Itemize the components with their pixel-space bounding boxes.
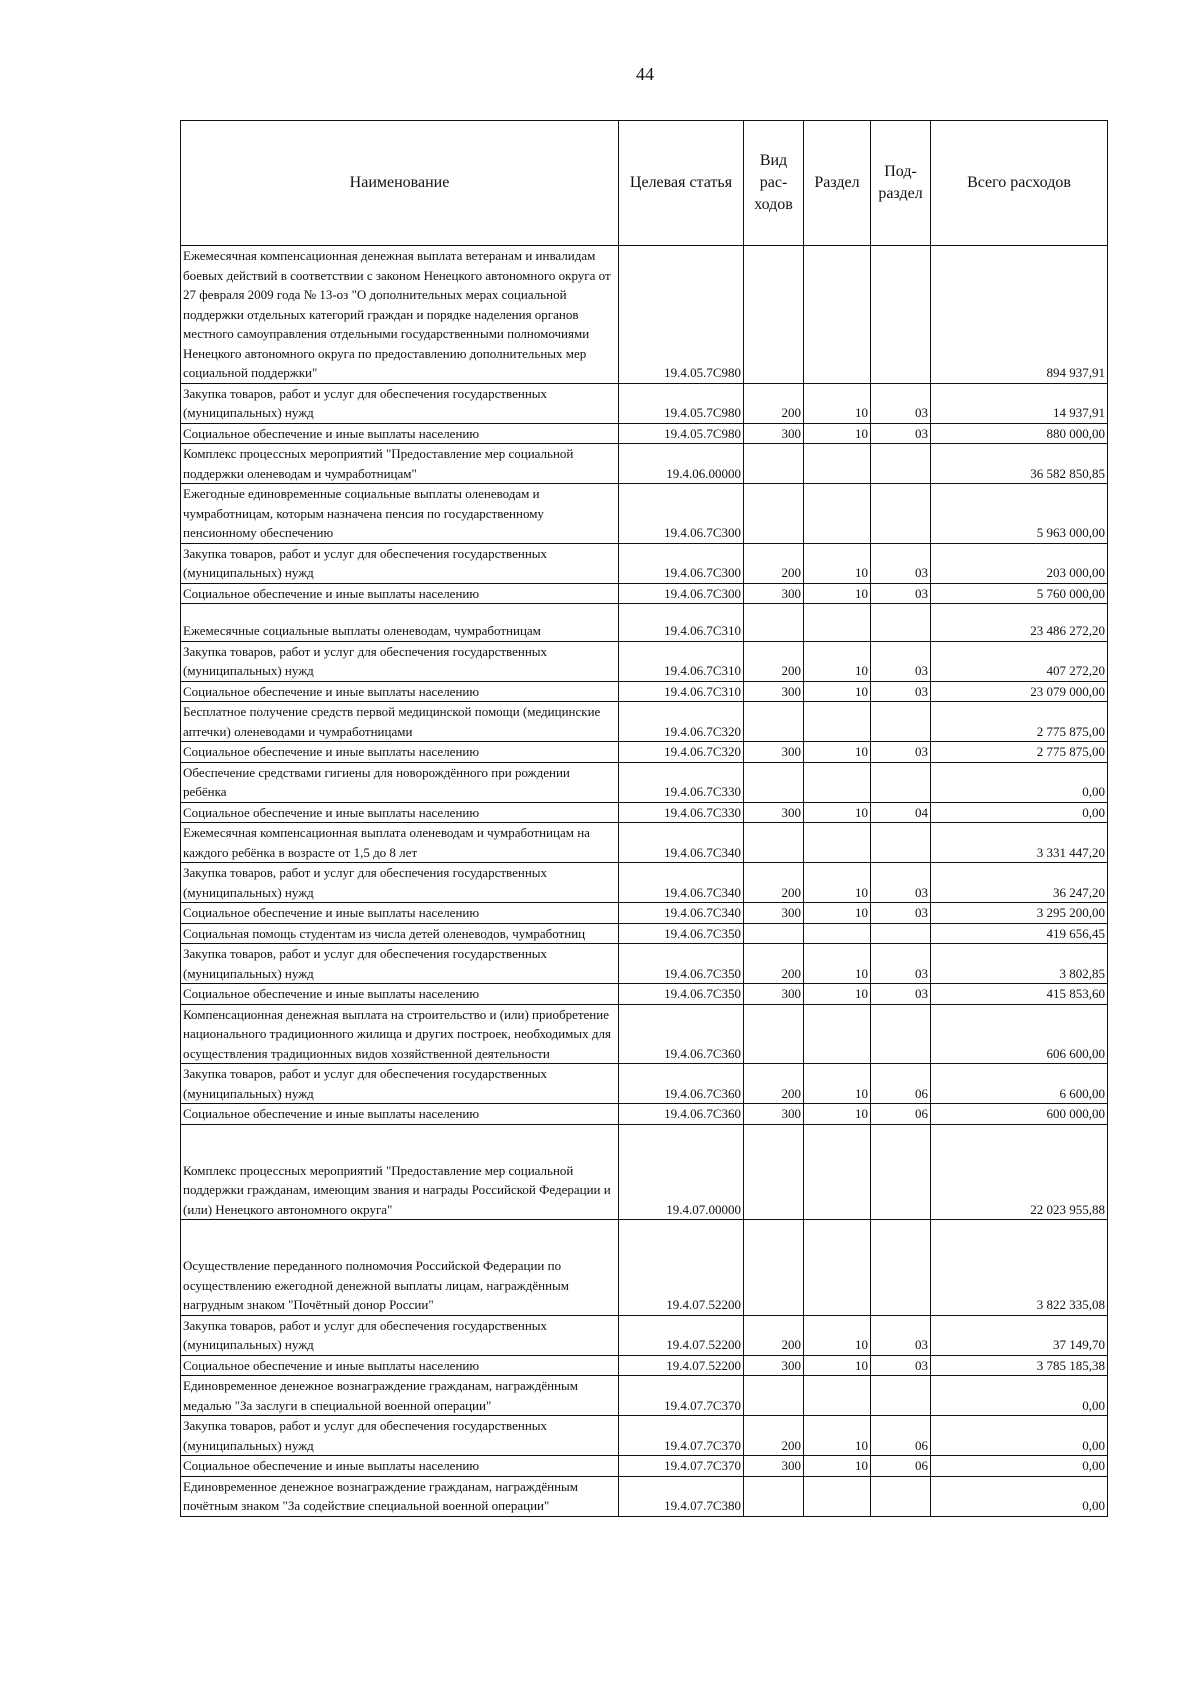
table-row xyxy=(181,641,1108,681)
row-kind: 200 xyxy=(744,863,804,903)
header-target: Целевая статья xyxy=(619,121,744,246)
row-target-code: 19.4.06.7С360 xyxy=(619,1004,744,1064)
row-kind xyxy=(744,702,804,742)
row-target-code: 19.4.06.7С300 xyxy=(619,583,744,604)
table-row xyxy=(181,1456,1108,1477)
row-subsection: 03 xyxy=(871,641,931,681)
row-kind: 300 xyxy=(744,903,804,924)
row-kind: 300 xyxy=(744,1104,804,1125)
row-target-code: 19.4.07.52200 xyxy=(619,1220,744,1316)
row-kind: 300 xyxy=(744,802,804,823)
row-target-code: 19.4.05.7С980 xyxy=(619,246,744,384)
row-total: 0,00 xyxy=(931,1376,1108,1416)
row-subsection: 06 xyxy=(871,1456,931,1477)
row-total: 0,00 xyxy=(931,1416,1108,1456)
row-target-code: 19.4.06.7С340 xyxy=(619,863,744,903)
row-name: Ежемесячная компенсационная денежная выплата ветеранам и инвалидам боевых действий в соответствии с законом Ненецкого автономного округа от 27 февраля 2009 года № 13-оз "О дополнительных мерах социальной поддержки отдельных категорий граждан и порядке наделения органов местного самоуправления отдельными государственными полномочиями Ненецкого автономного округа по предоставлению дополнительных мер социальной поддержки" xyxy=(181,246,619,384)
row-total: 3 822 335,08 xyxy=(931,1220,1108,1316)
row-total: 22 023 955,88 xyxy=(931,1124,1108,1220)
row-kind: 200 xyxy=(744,1416,804,1456)
table-row xyxy=(181,604,1108,642)
row-section xyxy=(804,1220,871,1316)
row-kind xyxy=(744,1376,804,1416)
row-kind xyxy=(744,823,804,863)
row-section xyxy=(804,246,871,384)
row-name: Закупка товаров, работ и услуг для обеспечения государственных (муниципальных) нужд xyxy=(181,383,619,423)
table-row xyxy=(181,1476,1108,1516)
row-target-code: 19.4.06.7С320 xyxy=(619,742,744,763)
row-subsection xyxy=(871,1124,931,1220)
row-section: 10 xyxy=(804,802,871,823)
row-name: Ежемесячная компенсационная выплата оленеводам и чумработницам на каждого ребёнка в возрасте от 1,5 до 8 лет xyxy=(181,823,619,863)
table-row xyxy=(181,681,1108,702)
row-section xyxy=(804,484,871,544)
table-row xyxy=(181,444,1108,484)
row-target-code: 19.4.07.7С380 xyxy=(619,1476,744,1516)
row-kind: 200 xyxy=(744,1064,804,1104)
row-subsection xyxy=(871,923,931,944)
row-name: Социальное обеспечение и иные выплаты населению xyxy=(181,423,619,444)
table-row xyxy=(181,944,1108,984)
table-row xyxy=(181,1220,1108,1316)
table-row xyxy=(181,984,1108,1005)
row-section xyxy=(804,762,871,802)
row-section: 10 xyxy=(804,1416,871,1456)
row-target-code: 19.4.07.52200 xyxy=(619,1355,744,1376)
row-name: Компенсационная денежная выплата на строительство и (или) приобретение национального традиционного жилища и других построек, необходимых для осуществления традиционных видов хозяйственной деятельности xyxy=(181,1004,619,1064)
row-subsection: 03 xyxy=(871,863,931,903)
table-row xyxy=(181,1104,1108,1125)
row-subsection: 03 xyxy=(871,681,931,702)
row-section: 10 xyxy=(804,641,871,681)
row-subsection: 03 xyxy=(871,984,931,1005)
row-kind: 200 xyxy=(744,944,804,984)
row-name: Комплекс процессных мероприятий "Предоставление мер социальной поддержки оленеводам и чумработницам" xyxy=(181,444,619,484)
row-target-code: 19.4.06.7С300 xyxy=(619,543,744,583)
row-name: Закупка товаров, работ и услуг для обеспечения государственных (муниципальных) нужд xyxy=(181,1416,619,1456)
row-section: 10 xyxy=(804,681,871,702)
table-row xyxy=(181,1416,1108,1456)
row-kind xyxy=(744,1004,804,1064)
row-subsection: 06 xyxy=(871,1104,931,1125)
row-section xyxy=(804,604,871,642)
row-name: Единовременное денежное вознаграждение гражданам, награждённым медалью "За заслуги в специальной военной операции" xyxy=(181,1376,619,1416)
row-section: 10 xyxy=(804,1456,871,1477)
row-kind: 300 xyxy=(744,1355,804,1376)
row-name: Социальное обеспечение и иные выплаты населению xyxy=(181,984,619,1005)
row-name: Ежемесячные социальные выплаты оленеводам, чумработницам xyxy=(181,604,619,642)
row-total: 5 760 000,00 xyxy=(931,583,1108,604)
row-kind xyxy=(744,1220,804,1316)
row-kind xyxy=(744,762,804,802)
row-target-code: 19.4.06.00000 xyxy=(619,444,744,484)
row-total: 419 656,45 xyxy=(931,923,1108,944)
row-kind: 300 xyxy=(744,984,804,1005)
table-row xyxy=(181,762,1108,802)
table-row xyxy=(181,423,1108,444)
row-kind xyxy=(744,1124,804,1220)
table-row xyxy=(181,1315,1108,1355)
row-target-code: 19.4.06.7С320 xyxy=(619,702,744,742)
row-target-code: 19.4.07.52200 xyxy=(619,1315,744,1355)
row-kind: 300 xyxy=(744,681,804,702)
row-name: Закупка товаров, работ и услуг для обеспечения государственных (муниципальных) нужд xyxy=(181,1315,619,1355)
row-name: Социальное обеспечение и иные выплаты населению xyxy=(181,681,619,702)
header-total: Всего расходов xyxy=(931,121,1108,246)
table-row xyxy=(181,246,1108,384)
row-total: 0,00 xyxy=(931,1456,1108,1477)
row-total: 3 331 447,20 xyxy=(931,823,1108,863)
row-section: 10 xyxy=(804,742,871,763)
row-total: 3 295 200,00 xyxy=(931,903,1108,924)
row-kind: 300 xyxy=(744,423,804,444)
row-target-code: 19.4.05.7С980 xyxy=(619,423,744,444)
row-target-code: 19.4.06.7С350 xyxy=(619,984,744,1005)
row-target-code: 19.4.06.7С350 xyxy=(619,923,744,944)
row-kind: 200 xyxy=(744,543,804,583)
row-name: Закупка товаров, работ и услуг для обеспечения государственных (муниципальных) нужд xyxy=(181,944,619,984)
header-section: Раздел xyxy=(804,121,871,246)
row-kind: 200 xyxy=(744,1315,804,1355)
table-row xyxy=(181,484,1108,544)
row-target-code: 19.4.06.7С350 xyxy=(619,944,744,984)
row-total: 606 600,00 xyxy=(931,1004,1108,1064)
row-section xyxy=(804,1476,871,1516)
table-row xyxy=(181,1355,1108,1376)
row-section: 10 xyxy=(804,863,871,903)
row-subsection xyxy=(871,702,931,742)
row-kind: 300 xyxy=(744,583,804,604)
table-row xyxy=(181,702,1108,742)
row-kind xyxy=(744,484,804,544)
row-subsection xyxy=(871,444,931,484)
row-kind: 300 xyxy=(744,742,804,763)
row-kind xyxy=(744,604,804,642)
row-total: 36 247,20 xyxy=(931,863,1108,903)
row-section: 10 xyxy=(804,583,871,604)
row-name: Закупка товаров, работ и услуг для обеспечения государственных (муниципальных) нужд xyxy=(181,1064,619,1104)
table-row xyxy=(181,1064,1108,1104)
row-subsection xyxy=(871,1220,931,1316)
row-section xyxy=(804,923,871,944)
table-row xyxy=(181,1004,1108,1064)
budget-table xyxy=(180,120,1108,1517)
row-kind xyxy=(744,923,804,944)
row-name: Осуществление переданного полномочия Российской Федерации по осуществлению ежегодной денежной выплаты лицам, награждённым нагрудным знаком "Почётный донор России" xyxy=(181,1220,619,1316)
row-target-code: 19.4.06.7С330 xyxy=(619,762,744,802)
row-section: 10 xyxy=(804,543,871,583)
row-target-code: 19.4.07.00000 xyxy=(619,1124,744,1220)
row-target-code: 19.4.06.7С300 xyxy=(619,484,744,544)
row-total: 880 000,00 xyxy=(931,423,1108,444)
table-row xyxy=(181,583,1108,604)
row-section: 10 xyxy=(804,423,871,444)
row-kind: 200 xyxy=(744,383,804,423)
row-subsection: 06 xyxy=(871,1064,931,1104)
row-total: 894 937,91 xyxy=(931,246,1108,384)
row-section xyxy=(804,1004,871,1064)
row-name: Социальное обеспечение и иные выплаты населению xyxy=(181,802,619,823)
row-target-code: 19.4.06.7С340 xyxy=(619,823,744,863)
row-kind xyxy=(744,1476,804,1516)
row-target-code: 19.4.06.7С360 xyxy=(619,1064,744,1104)
row-name: Обеспечение средствами гигиены для новорождённого при рождении ребёнка xyxy=(181,762,619,802)
row-section: 10 xyxy=(804,984,871,1005)
row-name: Социальное обеспечение и иные выплаты населению xyxy=(181,742,619,763)
row-section: 10 xyxy=(804,1104,871,1125)
row-total: 2 775 875,00 xyxy=(931,702,1108,742)
row-subsection xyxy=(871,1004,931,1064)
table-row xyxy=(181,742,1108,763)
row-subsection: 04 xyxy=(871,802,931,823)
row-total: 0,00 xyxy=(931,1476,1108,1516)
row-name: Социальная помощь студентам из числа детей оленеводов, чумработниц xyxy=(181,923,619,944)
row-subsection: 03 xyxy=(871,423,931,444)
row-total: 6 600,00 xyxy=(931,1064,1108,1104)
row-subsection xyxy=(871,823,931,863)
row-total: 36 582 850,85 xyxy=(931,444,1108,484)
row-target-code: 19.4.05.7С980 xyxy=(619,383,744,423)
row-name: Социальное обеспечение и иные выплаты населению xyxy=(181,1456,619,1477)
table-row xyxy=(181,863,1108,903)
row-target-code: 19.4.07.7С370 xyxy=(619,1376,744,1416)
row-total: 2 775 875,00 xyxy=(931,742,1108,763)
row-target-code: 19.4.06.7С360 xyxy=(619,1104,744,1125)
row-target-code: 19.4.06.7С330 xyxy=(619,802,744,823)
row-subsection: 03 xyxy=(871,583,931,604)
row-section: 10 xyxy=(804,1355,871,1376)
row-subsection: 03 xyxy=(871,1355,931,1376)
page-number: 44 xyxy=(636,64,654,84)
row-total: 23 486 272,20 xyxy=(931,604,1108,642)
row-name: Социальное обеспечение и иные выплаты населению xyxy=(181,583,619,604)
row-target-code: 19.4.06.7С310 xyxy=(619,641,744,681)
table-row xyxy=(181,802,1108,823)
row-total: 0,00 xyxy=(931,762,1108,802)
row-section xyxy=(804,1376,871,1416)
row-name: Единовременное денежное вознаграждение гражданам, награждённым почётным знаком "За содействие специальной военной операции" xyxy=(181,1476,619,1516)
header-kind: Вид рас- ходов xyxy=(744,121,804,246)
row-subsection: 03 xyxy=(871,742,931,763)
table-row xyxy=(181,903,1108,924)
row-name: Закупка товаров, работ и услуг для обеспечения государственных (муниципальных) нужд xyxy=(181,641,619,681)
row-subsection: 03 xyxy=(871,944,931,984)
header-name: Наименование xyxy=(181,121,619,246)
row-total: 203 000,00 xyxy=(931,543,1108,583)
table-row xyxy=(181,823,1108,863)
row-total: 407 272,20 xyxy=(931,641,1108,681)
table-row xyxy=(181,1124,1108,1220)
row-total: 14 937,91 xyxy=(931,383,1108,423)
row-name: Бесплатное получение средств первой медицинской помощи (медицинские аптечки) оленеводами и чумработницами xyxy=(181,702,619,742)
row-section xyxy=(804,702,871,742)
row-subsection xyxy=(871,1376,931,1416)
table-row xyxy=(181,543,1108,583)
header-subsection: Под- раздел xyxy=(871,121,931,246)
row-kind xyxy=(744,246,804,384)
row-target-code: 19.4.06.7С310 xyxy=(619,681,744,702)
row-subsection xyxy=(871,484,931,544)
row-subsection: 03 xyxy=(871,383,931,423)
row-name: Ежегодные единовременные социальные выплаты оленеводам и чумработницам, которым назначена пенсия по государственному пенсионному обеспечению xyxy=(181,484,619,544)
table-header-row xyxy=(181,121,1108,246)
row-target-code: 19.4.06.7С310 xyxy=(619,604,744,642)
row-name: Закупка товаров, работ и услуг для обеспечения государственных (муниципальных) нужд xyxy=(181,863,619,903)
row-subsection: 03 xyxy=(871,903,931,924)
row-name: Комплекс процессных мероприятий "Предоставление мер социальной поддержки гражданам, имеющим звания и награды Российской Федерации и (или) Ненецкого автономного округа" xyxy=(181,1124,619,1220)
row-target-code: 19.4.07.7С370 xyxy=(619,1456,744,1477)
table-row xyxy=(181,1376,1108,1416)
table-row xyxy=(181,383,1108,423)
row-kind: 300 xyxy=(744,1456,804,1477)
row-subsection xyxy=(871,762,931,802)
row-total: 23 079 000,00 xyxy=(931,681,1108,702)
row-section: 10 xyxy=(804,383,871,423)
row-kind xyxy=(744,444,804,484)
row-total: 5 963 000,00 xyxy=(931,484,1108,544)
row-subsection: 03 xyxy=(871,543,931,583)
row-subsection xyxy=(871,604,931,642)
row-section: 10 xyxy=(804,903,871,924)
row-subsection xyxy=(871,246,931,384)
row-section xyxy=(804,823,871,863)
row-total: 3 802,85 xyxy=(931,944,1108,984)
row-name: Социальное обеспечение и иные выплаты населению xyxy=(181,1104,619,1125)
row-target-code: 19.4.07.7С370 xyxy=(619,1416,744,1456)
row-section: 10 xyxy=(804,944,871,984)
row-subsection xyxy=(871,1476,931,1516)
row-kind: 200 xyxy=(744,641,804,681)
row-total: 37 149,70 xyxy=(931,1315,1108,1355)
row-name: Социальное обеспечение и иные выплаты населению xyxy=(181,903,619,924)
row-name: Закупка товаров, работ и услуг для обеспечения государственных (муниципальных) нужд xyxy=(181,543,619,583)
row-section xyxy=(804,1124,871,1220)
table-row xyxy=(181,923,1108,944)
row-section: 10 xyxy=(804,1064,871,1104)
row-total: 3 785 185,38 xyxy=(931,1355,1108,1376)
row-section: 10 xyxy=(804,1315,871,1355)
row-name: Социальное обеспечение и иные выплаты населению xyxy=(181,1355,619,1376)
row-target-code: 19.4.06.7С340 xyxy=(619,903,744,924)
row-total: 600 000,00 xyxy=(931,1104,1108,1125)
row-total: 415 853,60 xyxy=(931,984,1108,1005)
row-section xyxy=(804,444,871,484)
row-subsection: 06 xyxy=(871,1416,931,1456)
row-subsection: 03 xyxy=(871,1315,931,1355)
row-total: 0,00 xyxy=(931,802,1108,823)
